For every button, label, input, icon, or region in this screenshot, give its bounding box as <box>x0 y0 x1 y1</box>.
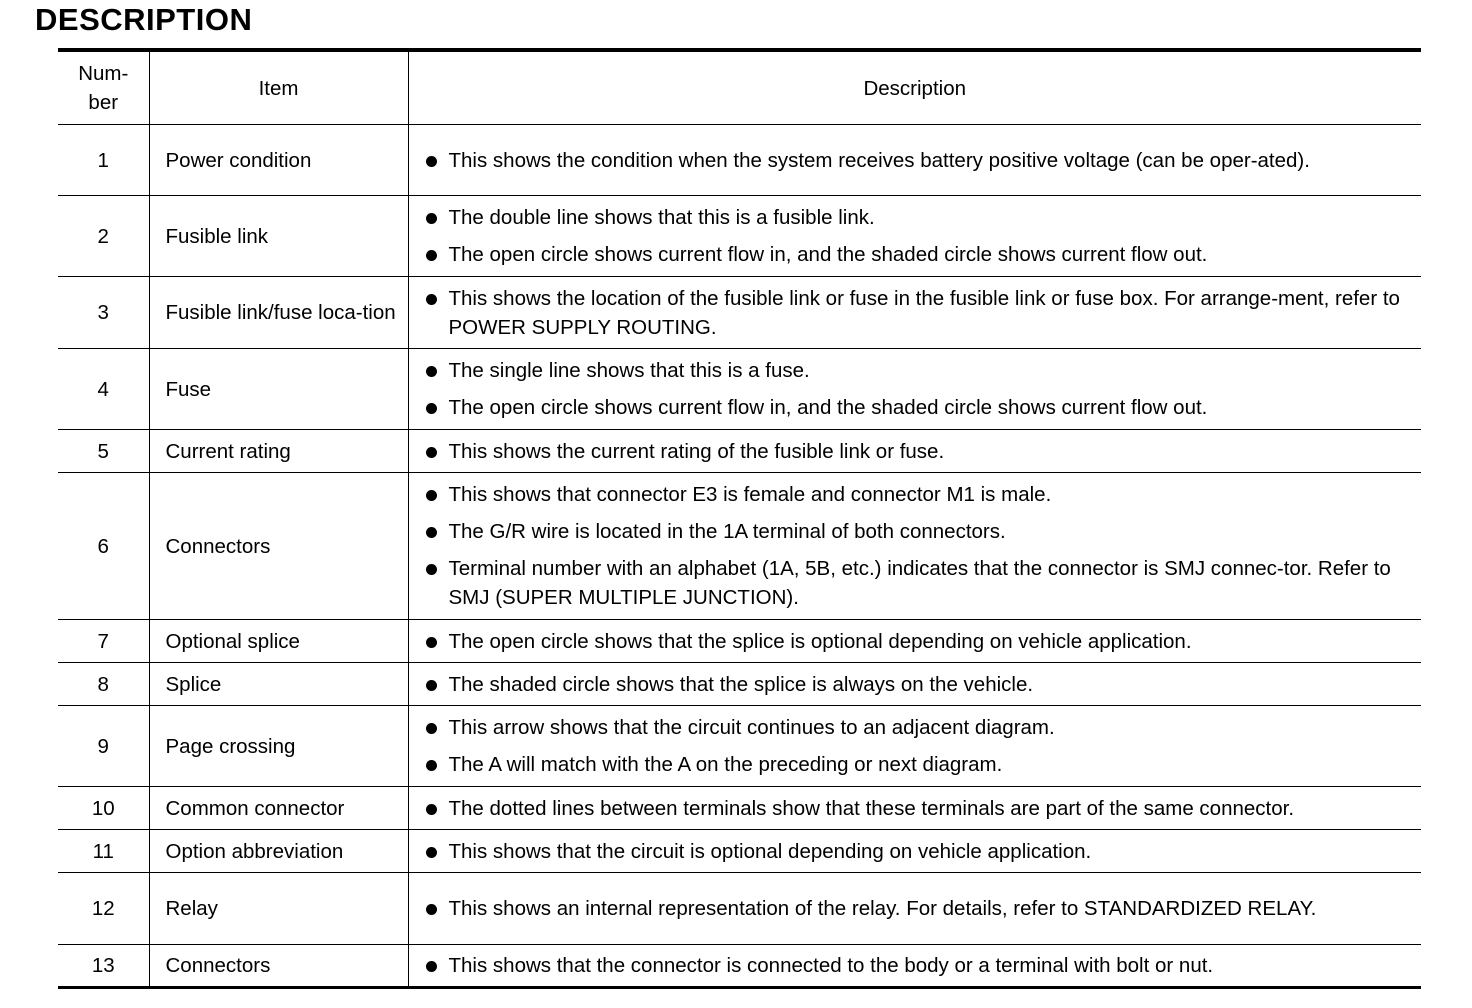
table-row <box>58 125 1421 196</box>
bullet-dot-icon <box>426 847 437 858</box>
bullet-text: This shows an internal representation of the relay. For details, refer to STANDARDIZED RELAY. <box>448 897 1317 920</box>
row-description <box>408 830 1421 873</box>
bullet-item <box>425 713 1414 742</box>
row-number: 5 <box>58 430 149 473</box>
bullet-text: The single line shows that this is a fuse. <box>448 359 810 382</box>
table-row <box>58 473 1421 620</box>
row-number: 13 <box>58 945 149 988</box>
bullet-list <box>425 670 1414 699</box>
row-item: Common connector <box>149 787 408 830</box>
bullet-item <box>425 951 1414 980</box>
description-table <box>58 48 1421 989</box>
row-item: Fuse <box>149 349 408 430</box>
bullet-item <box>425 837 1414 866</box>
bullet-item <box>425 203 1414 232</box>
bullet-text: Terminal number with an alphabet (1A, 5B, etc.) indicates that the connector is SMJ connec-tor. Refer to SMJ (SUPER MULTIPLE JUNCTION). <box>448 557 1391 609</box>
row-number: 10 <box>58 787 149 830</box>
bullet-dot-icon <box>426 680 437 691</box>
row-item: Connectors <box>149 473 408 620</box>
bullet-dot-icon <box>426 804 437 815</box>
bullet-list <box>425 894 1414 923</box>
bullet-item <box>425 670 1414 699</box>
row-item: Optional splice <box>149 620 408 663</box>
row-description <box>408 663 1421 706</box>
bullet-list <box>425 794 1414 823</box>
table-row <box>58 196 1421 277</box>
bullet-text: This shows that connector E3 is female and connector M1 is male. <box>448 483 1052 506</box>
row-number: 3 <box>58 277 149 349</box>
bullet-dot-icon <box>426 564 437 575</box>
bullet-dot-icon <box>426 213 437 224</box>
table-row <box>58 663 1421 706</box>
row-item: Page crossing <box>149 706 408 787</box>
table-row <box>58 620 1421 663</box>
row-description <box>408 196 1421 277</box>
bullet-text: The dotted lines between terminals show that these terminals are part of the same connector. <box>448 796 1295 820</box>
bullet-list <box>425 951 1414 980</box>
bullet-dot-icon <box>426 723 437 734</box>
bullet-item <box>425 393 1414 422</box>
row-number: 9 <box>58 706 149 787</box>
table-row <box>58 277 1421 349</box>
bullet-list <box>425 203 1414 269</box>
row-item: Fusible link/fuse loca-tion <box>149 277 408 349</box>
bullet-item <box>425 240 1414 269</box>
bullet-item <box>425 517 1414 546</box>
row-description <box>408 473 1421 620</box>
bullet-dot-icon <box>426 403 437 414</box>
header-description: Description <box>408 50 1421 125</box>
bullet-item <box>425 554 1414 612</box>
bullet-text: The open circle shows current flow in, and the shaded circle shows current flow out. <box>448 396 1208 419</box>
row-item: Current rating <box>149 430 408 473</box>
table-row <box>58 706 1421 787</box>
table-row <box>58 945 1421 988</box>
row-number: 1 <box>58 125 149 196</box>
bullet-list <box>425 837 1414 866</box>
bullet-list <box>425 146 1414 175</box>
bullet-dot-icon <box>426 637 437 648</box>
table-row <box>58 349 1421 430</box>
bullet-text: This shows that the circuit is optional depending on vehicle application. <box>448 839 1092 863</box>
row-number: 6 <box>58 473 149 620</box>
bullet-dot-icon <box>426 490 437 501</box>
row-number: 8 <box>58 663 149 706</box>
bullet-text: The G/R wire is located in the 1A terminal of both connectors. <box>448 520 1006 543</box>
bullet-dot-icon <box>426 527 437 538</box>
bullet-item <box>425 894 1414 923</box>
row-description <box>408 873 1421 945</box>
table-row <box>58 873 1421 945</box>
row-description <box>408 945 1421 988</box>
header-item: Item <box>149 50 408 125</box>
row-item: Power condition <box>149 125 408 196</box>
bullet-dot-icon <box>426 250 437 261</box>
bullet-text: This arrow shows that the circuit continues to an adjacent diagram. <box>448 716 1055 739</box>
row-number: 4 <box>58 349 149 430</box>
row-description <box>408 430 1421 473</box>
row-item: Fusible link <box>149 196 408 277</box>
table-row <box>58 830 1421 873</box>
row-description <box>408 620 1421 663</box>
page-title: DESCRIPTION <box>35 2 253 37</box>
bullet-item <box>425 627 1414 656</box>
bullet-text: The open circle shows that the splice is optional depending on vehicle application. <box>448 629 1192 653</box>
header-number-label: Num- ber <box>78 62 129 114</box>
bullet-list <box>425 437 1414 466</box>
row-item: Relay <box>149 873 408 945</box>
row-item: Connectors <box>149 945 408 988</box>
bullet-text: The shaded circle shows that the splice is always on the vehicle. <box>448 672 1034 696</box>
bullet-text: This shows the location of the fusible link or fuse in the fusible link or fuse box. For arrange-ment, refer to POWER SUPPLY ROUTING. <box>448 286 1400 339</box>
bullet-item <box>425 146 1414 175</box>
bullet-list <box>425 480 1414 612</box>
row-item: Option abbreviation <box>149 830 408 873</box>
row-description <box>408 349 1421 430</box>
bullet-item <box>425 284 1414 342</box>
table-row <box>58 787 1421 830</box>
bullet-list <box>425 627 1414 656</box>
bullet-text: The A will match with the A on the preceding or next diagram. <box>448 753 1003 776</box>
bullet-dot-icon <box>426 294 437 305</box>
table-row <box>58 430 1421 473</box>
bullet-text: This shows the current rating of the fusible link or fuse. <box>448 439 945 463</box>
bullet-item <box>425 480 1414 509</box>
row-description <box>408 277 1421 349</box>
bullet-text: This shows that the connector is connected to the body or a terminal with bolt or nut. <box>448 954 1214 977</box>
row-description <box>408 787 1421 830</box>
bullet-item <box>425 750 1414 779</box>
row-description <box>408 706 1421 787</box>
bullet-item <box>425 794 1414 823</box>
bullet-dot-icon <box>426 904 437 915</box>
bullet-dot-icon <box>426 447 437 458</box>
bullet-item <box>425 356 1414 385</box>
row-number: 12 <box>58 873 149 945</box>
bullet-list <box>425 356 1414 422</box>
bullet-dot-icon <box>426 961 437 972</box>
row-number: 7 <box>58 620 149 663</box>
bullet-text: The double line shows that this is a fusible link. <box>448 206 875 229</box>
row-item: Splice <box>149 663 408 706</box>
table-header-row <box>58 50 1421 125</box>
bullet-list <box>425 284 1414 342</box>
bullet-dot-icon <box>426 156 437 167</box>
header-number <box>58 50 149 125</box>
bullet-text: This shows the condition when the system receives battery positive voltage (can be oper-ated). <box>448 148 1310 172</box>
bullet-text: The open circle shows current flow in, and the shaded circle shows current flow out. <box>448 243 1208 266</box>
row-number: 11 <box>58 830 149 873</box>
row-number: 2 <box>58 196 149 277</box>
bullet-dot-icon <box>426 366 437 377</box>
bullet-dot-icon <box>426 760 437 771</box>
row-description <box>408 125 1421 196</box>
bullet-list <box>425 713 1414 779</box>
bullet-item <box>425 437 1414 466</box>
